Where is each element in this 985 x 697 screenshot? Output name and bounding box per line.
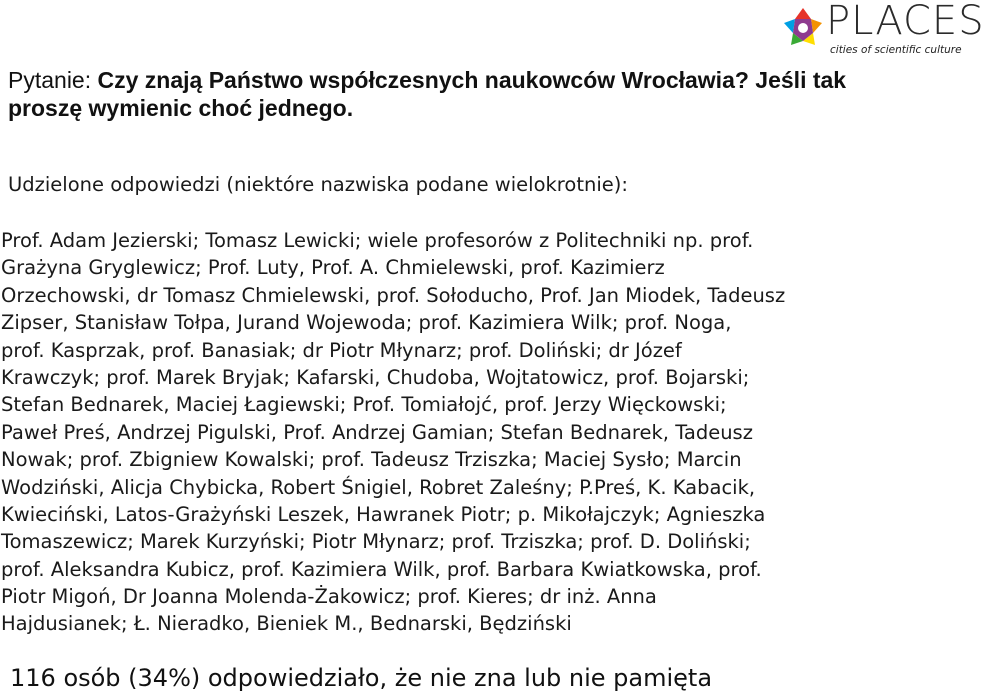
answer-line: Hajdusianek; Ł. Nieradko, Bieniek M., Bednarski, Będziński [1, 612, 572, 636]
question-text: Czy znają Państwo współczesnych naukowców Wrocławia? Jeśli tak proszę wymienic choć jednego. [8, 67, 847, 121]
answer-line: Grażyna Gryglewicz; Prof. Luty, Prof. A. Chmielewski, prof. Kazimierz [1, 256, 665, 280]
answer-line: Wodziński, Alicja Chybicka, Robert Śnigiel, Robret Zaleśny; P.Preś, K. Kabacik, [1, 475, 756, 499]
answer-line: Prof. Adam Jezierski; Tomasz Lewicki; wiele profesorów z Politechniki np. prof. [1, 229, 754, 252]
answer-line: Kwieciński, Latos-Grażyński Leszek, Hawranek Piotr; p. Mikołajczyk; Agnieszka [1, 502, 766, 526]
question [8, 66, 908, 122]
answer-line: Krawczyk; prof. Marek Bryjak; Kafarski, Chudoba, Wojtatowicz, prof. Bojarski; [1, 365, 750, 389]
answer-line: Paweł Preś, Andrzej Pigulski, Prof. Andrzej Gamian; Stefan Bednarek, Tadeusz [1, 420, 753, 444]
answer-line: Zipser, Stanisław Tołpa, Jurand Wojewoda; prof. Kazimiera Wilk; prof. Noga, [1, 311, 732, 335]
answer-line: Orzechowski, dr Tomasz Chmielewski, prof. Sołoducho, Prof. Jan Miodek, Tadeusz [1, 283, 786, 307]
answer-line: prof. Kasprzak, prof. Banasiak; dr Piotr Młynarz; prof. Doliński; dr Józef [1, 338, 682, 362]
logo-center [798, 23, 808, 33]
answer-line: prof. Aleksandra Kubicz, prof. Kazimiera Wilk, prof. Barbara Kwiatkowska, prof. [1, 557, 762, 581]
logo-petal-red [795, 8, 811, 19]
answers-intro: Udzielone odpowiedzi (niektóre nazwiska podane wielokrotnie): [8, 173, 628, 196]
places-logo-icon [782, 6, 824, 48]
answer-line: Piotr Migoń, Dr Joanna Molenda-Żakowicz; prof. Kieres; dr inż. Anna [1, 585, 657, 609]
answer-line: Stefan Bednarek, Maciej Łagiewski; Prof. Tomiałojć, prof. Jerzy Więckowski; [1, 393, 727, 417]
logo-tagline: cities of scientific culture [830, 44, 962, 56]
answers-list [0, 227, 785, 638]
logo-wordmark: PLACES [826, 0, 985, 44]
summary-statistic: 116 osób (34%) odpowiedziało, że nie zna lub nie pamięta [10, 664, 713, 692]
answer-line: Tomaszewicz; Marek Kurzyński; Piotr Młynarz; prof. Trziszka; prof. D. Doliński; [1, 530, 751, 554]
places-logo [782, 0, 985, 62]
question-label: Pytanie: [8, 67, 98, 93]
answer-line: Nowak; prof. Zbigniew Kowalski; prof. Tadeusz Trziszka; Maciej Sysło; Marcin [1, 448, 742, 472]
